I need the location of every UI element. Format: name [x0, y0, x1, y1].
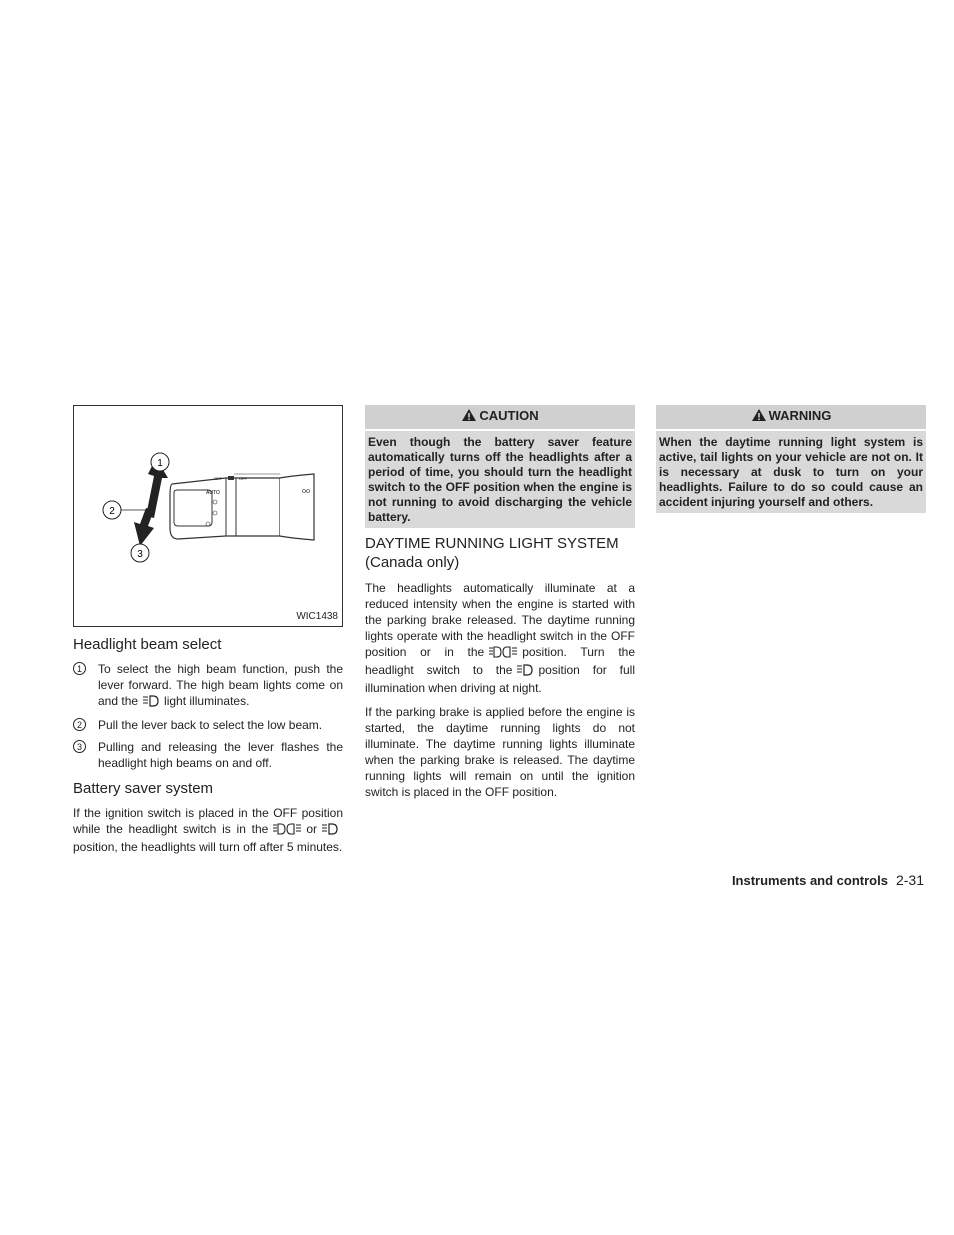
- page-footer: [732, 872, 924, 888]
- item-text-after: light illuminates.: [164, 694, 250, 708]
- battery-saver-heading: Battery saver system: [73, 780, 214, 797]
- parking-light-icon: [516, 664, 534, 680]
- drl-text-1c: position for full illumination when driving at night.: [365, 663, 635, 695]
- battery-text-2: or: [306, 822, 317, 836]
- lever-auto-label: AUTO: [206, 490, 220, 496]
- warning-text: When the daytime running light system is active, tail lights on your vehicle are not on. It is necessary at dusk to turn on your headlights. Failure to do so could cause an accident injuring yourself and others.: [659, 435, 923, 509]
- item-text: Pull the lever back to select the low beam.: [98, 718, 323, 732]
- headlight-icon: [142, 695, 160, 711]
- lever-off-label-2: OFF: [239, 476, 247, 481]
- drl-heading-line2: (Canada only): [365, 554, 460, 571]
- drl-heading: [365, 534, 635, 572]
- list-item: [73, 661, 343, 711]
- lever-off-label: OFF: [214, 476, 222, 481]
- callout-1-label: 1: [157, 458, 163, 469]
- drl-paragraph-2: If the parking brake is applied before the engine is started, the daytime running lights do not illuminate. The daytime running lights illuminate when the parking brake is released. The daytime running lights will remain on until the ignition switch is placed in the OFF position.: [365, 705, 635, 799]
- drl-text-1b: position. Turn the headlight switch to the: [365, 645, 635, 677]
- battery-text-3: position, the headlights will turn off after 5 minutes.: [73, 840, 343, 854]
- drl-text-1a: The headlights automatically illuminate at a reduced intensity when the engine is started with the parking brake released. The daytime running lights operate with the headlight switch in the OFF position or in the: [365, 581, 635, 659]
- caution-title: [365, 405, 635, 431]
- headlight-beam-heading: Headlight beam select: [73, 636, 222, 653]
- item-number: 1: [73, 662, 86, 675]
- list-item: [73, 739, 343, 771]
- item-text: Pulling and releasing the lever flashes the headlight high beams on and off.: [98, 740, 343, 770]
- lever-illustration: [74, 406, 342, 626]
- warning-triangle-icon: [461, 408, 477, 425]
- callout-3-label: 3: [137, 549, 143, 560]
- item-text-before: To select the high beam function, push the lever forward. The high beam lights come on and the: [98, 662, 343, 708]
- warning-box: [656, 405, 926, 513]
- warning-title-text: WARNING: [768, 408, 832, 423]
- column-left: [73, 405, 343, 863]
- drl-heading-line1: DAYTIME RUNNING LIGHT SYSTEM: [365, 535, 619, 552]
- callout-2-label: 2: [109, 506, 115, 517]
- caution-title-text: CAUTION: [479, 408, 539, 423]
- warning-triangle-icon: [751, 408, 767, 425]
- list-item: [73, 717, 343, 733]
- footer-section: Instruments and controls: [731, 873, 888, 888]
- column-right: [656, 405, 926, 513]
- warning-title: [656, 405, 926, 431]
- drl-paragraph-1: [365, 580, 635, 696]
- item-number: 3: [73, 740, 86, 753]
- battery-saver-text: [73, 805, 343, 855]
- figure-id: WIC1438: [296, 611, 338, 622]
- battery-text-1: If the ignition switch is placed in the OFF position while the headlight switch is in the: [73, 806, 343, 836]
- item-text: [98, 661, 343, 711]
- caution-text: Even though the battery saver feature automatically turns off the headlights after a period of time, you should turn the headlight switch to the OFF position when the engine is not running to avoid discharging the vehicle battery.: [368, 435, 632, 524]
- caution-box: [365, 405, 635, 528]
- headlight-icon: [272, 823, 302, 839]
- headlight-lever-figure: [73, 405, 343, 627]
- parking-light-icon: [321, 823, 339, 839]
- item-number: 2: [73, 718, 86, 731]
- column-middle: [365, 405, 635, 808]
- footer-page-number: 2-31: [895, 872, 924, 888]
- headlight-icon: [488, 646, 518, 662]
